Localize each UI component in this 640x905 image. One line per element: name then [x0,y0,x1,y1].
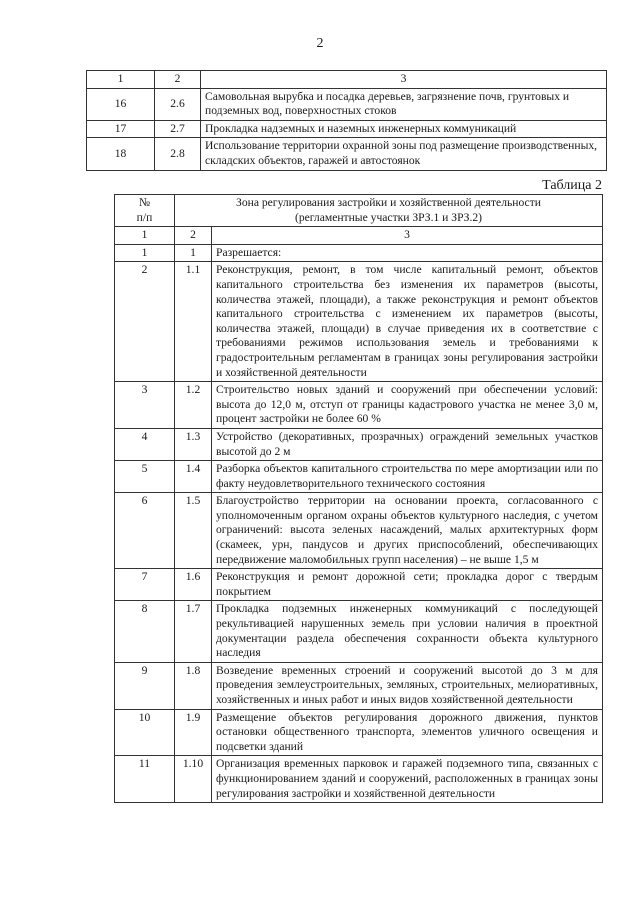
item-text: Размещение объектов регулирования дорожного движения, пунктов остановки общественного транспорта, элементов уличного освещения и подсветки зданий [212,709,603,756]
item-text: Прокладка надземных и наземных инженерных коммуникаций [201,120,607,138]
row-number: 16 [87,88,155,120]
item-code: 1.3 [175,428,212,460]
item-text: Реконструкция и ремонт дорожной сети; прокладка дорог с твердым покрытием [212,569,603,601]
row-number: 10 [115,709,175,756]
row-number: 3 [115,382,175,429]
column-numbers-row [115,227,603,245]
column-number: 3 [212,227,603,245]
item-text: Реконструкция, ремонт, в том числе капитальный ремонт, объектов капитального строительства без изменения их параметров (высоты, количества этажей, площади), а также реконструкция и ремонт объектов капитального строительства с изменением их параметров (высоты, количества этажей, площади) в случае приведения их в соответствие с требованиями режимов использования земель и требованиями к градостроительным регламентам в границах зоны регулирования застройки и хозяйственной деятельности [212,262,603,382]
row-number: 7 [115,569,175,601]
header-cell: 1 [87,71,155,89]
table-row [87,120,607,138]
table-row [115,709,603,756]
table-row [87,88,607,120]
row-number: 1 [115,244,175,262]
table-row [115,382,603,429]
item-text: Устройство (декоративных, прозрачных) ограждений земельных участков высотой до 2 м [212,428,603,460]
item-code: 1.4 [175,461,212,493]
table-row [87,138,607,170]
item-code: 1.5 [175,493,212,569]
header-cell: 3 [201,71,607,89]
item-code: 1.10 [175,756,212,803]
row-number: 9 [115,662,175,709]
table-1-continuation [86,70,607,171]
item-code: 2.8 [155,138,201,170]
table-row [115,461,603,493]
table-row [115,428,603,460]
item-text: Использование территории охранной зоны под размещение производственных, складских объектов, гаражей и автостоянок [201,138,607,170]
table-header-row [87,71,607,89]
table-row [115,601,603,662]
item-code: 1.2 [175,382,212,429]
item-code: 1.7 [175,601,212,662]
item-code: 1.6 [175,569,212,601]
row-number: 4 [115,428,175,460]
row-number: 5 [115,461,175,493]
item-code: 2.6 [155,88,201,120]
item-text: Разборка объектов капитального строительства по мере амортизации или по факту неудовлетворительного технического состояния [212,461,603,493]
item-text: Строительство новых зданий и сооружений при обеспечении условий: высота до 12,0 м, отступ от границы кадастрового участка не менее 3,0 м, процент застройки не более 60 % [212,382,603,429]
row-number: 17 [87,120,155,138]
row-number: 18 [87,138,155,170]
table-row [115,493,603,569]
row-number: 8 [115,601,175,662]
item-text: Организация временных парковок и гаражей подземного типа, связанных с функционированием зданий и сооружений, расположенных в границах зоны регулирования застройки и хозяйственной деятельности [212,756,603,803]
table-row [115,756,603,803]
table-row [115,244,603,262]
item-code: 1 [175,244,212,262]
table-row [115,569,603,601]
item-text: Разрешается: [212,244,603,262]
item-code: 1.1 [175,262,212,382]
table-row [115,262,603,382]
item-text: Возведение временных строений и сооружений высотой до 3 м для проведения землеустроительных, земляных, строительных, мелиоративных, хозяйственных и иных работ и иных видов хозяйственной деятельности [212,662,603,709]
table-row [115,662,603,709]
item-code: 1.8 [175,662,212,709]
item-text: Благоустройство территории на основании проекта, согласованного с уполномоченным органом охраны объектов культурного наследия, с учетом ограничений: высота зеленых насаждений, малых архитектурных форм (скамеек, урн, пандусов и других приспособлений, обеспечивающих передвижение маломобильных групп населения) – не выше 1,5 м [212,493,603,569]
item-text: Прокладка подземных инженерных коммуникаций с последующей рекультивацией нарушенных земель при условии наличия в проектной документации раздела обеспечения сохранности объекта культурного наследия [212,601,603,662]
item-code: 2.7 [155,120,201,138]
row-number: 11 [115,756,175,803]
number-column-header: № п/п [115,195,175,227]
page-number: 2 [316,36,324,51]
column-number: 1 [115,227,175,245]
row-number: 2 [115,262,175,382]
table-title-row [115,195,603,227]
header-cell: 2 [155,71,201,89]
item-code: 1.9 [175,709,212,756]
table-2-caption: Таблица 2 [542,178,602,193]
row-number: 6 [115,493,175,569]
item-text: Самовольная вырубка и посадка деревьев, загрязнение почв, грунтовых и подземных вод, поверхностных стоков [201,88,607,120]
table-2 [114,194,603,803]
column-number: 2 [175,227,212,245]
zone-title: Зона регулирования застройки и хозяйственной деятельности (регламентные участки ЗРЗ.1 и ЗРЗ.2) [175,195,603,227]
